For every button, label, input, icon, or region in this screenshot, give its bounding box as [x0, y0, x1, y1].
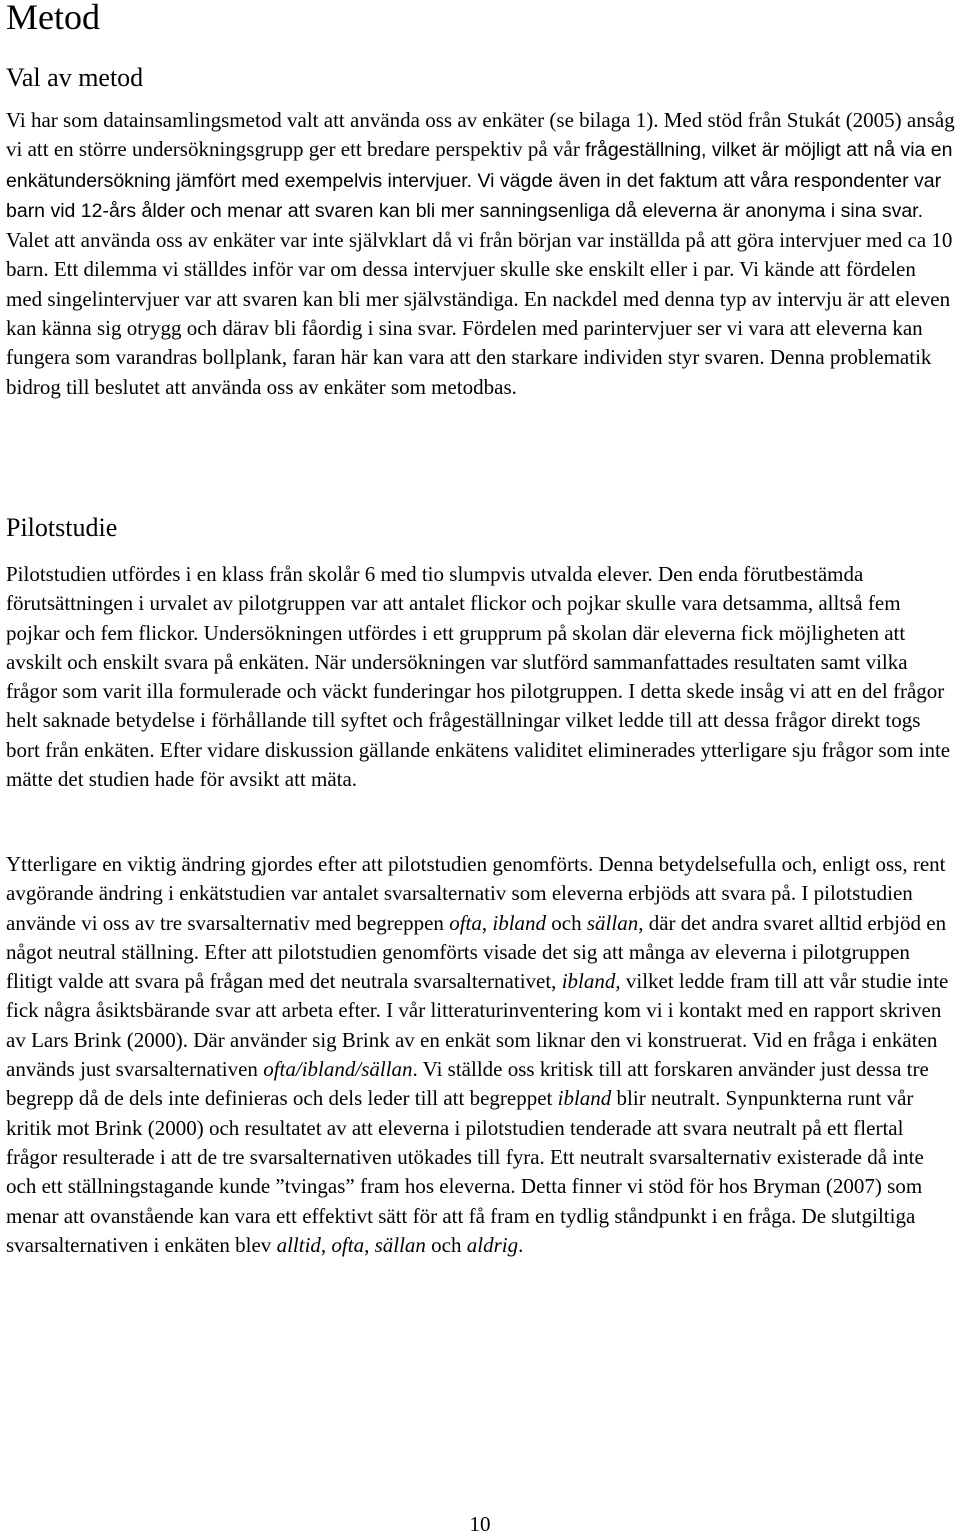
page-number: 10 [469, 1512, 491, 1536]
text-run: Vi har som datainsamlingsmetod valt att använda oss av enkäter (se bilaga 1). Med stöd från Stukát (2005) ansåg vi att en större undersökningsgrupp ger ett bredare perspektiv på vår [6, 108, 955, 162]
text-run: , [320, 1232, 332, 1257]
italic-term: sällan [374, 1232, 426, 1257]
italic-term: ofta [331, 1232, 365, 1257]
italic-term: ofta/ibland/sällan [263, 1057, 413, 1082]
italic-term: ofta [449, 910, 482, 935]
italic-term: ibland, [561, 969, 621, 994]
text-run: och [546, 910, 587, 935]
italic-term: aldrig [466, 1232, 519, 1257]
text-run: blir neutralt. Synpunkterna runt vår kritik mot Brink (2000) och resultatet av att eleverna i pilotstudien tenderade att svara neutralt på ett flertal frågor resulterade i att de tre svarsalternativen utökades till fyra. Ett neutralt svarsalternativ existerade då inte och ett ställningstagande kunde ”tvingas” fram hos eleverna. Detta finner vi stöd för hos Bryman (2007) som menar att ovanstående kan vara ett effektivt sätt för att få fram en tydlig ståndpunkt i en fråga. De slutgiltiga svarsalternativen i enkäten blev [6, 1086, 924, 1257]
text-run: . [518, 1232, 524, 1257]
italic-term: ibland [492, 910, 547, 935]
paragraph-pilotstudie-1: Pilotstudien utfördes i en klass från skolår 6 med tio slumpvis utvalda elever. Den enda förutbestämda förutsättningen i urvalet av pilotgruppen var att antalet flickor och pojkar skulle vara detsamma, alltså fem pojkar och fem flickor. Undersökningen utfördes i ett grupprum på skolan där eleverna fick möjligheten att avskilt och enskilt svara på enkäten. När undersökningen var slutförd sammanfattades resultaten samt vilka frågor som varit illa formulerade och väckt funderingar hos pilotgruppen. I detta skede insåg vi att en del frågor helt saknade betydelse i förhållande till syftet och frågeställningar vilket ledde till att dessa frågor direkt togs bort från enkäten. Efter vidare diskussion gällande enkätens validitet eliminerades ytterligare sju frågor som inte mätte det studien hade för avsikt att mäta. [6, 562, 951, 792]
paragraph-val-av-metod [6, 106, 956, 402]
text-run-sans: frågeställning, vilket är möjligt att nå via en enkätundersökning jämfört med exempelvis intervjuer. Vi vägde även in det faktum att våra respondenter var barn vid 12-års ålder och menar att svaren kan bli mer sanningsenliga då eleverna är anonyma i sina svar. [6, 139, 953, 222]
italic-term: alltid [276, 1232, 321, 1257]
text-run: , där det andra svaret alltid erbjöd en något neutral ställning. Efter att pilotstudien genomförts visade det sig att många av eleverna i pilotgruppen flitigt valde att svara på frågan med det neutrala svarsalternativet, [6, 910, 947, 994]
page-title: Metod [6, 0, 100, 37]
text-run: Valet att använda oss av enkäter var inte självklart då vi från början var inställda på att göra intervjuer med ca 10 barn. Ett dilemma vi ställdes inför var om dessa intervjuer skulle ske enskilt eller i par. Vi kände att fördelen med singelintervjuer var att svaren kan bli mer självständiga. En nackdel med denna typ av intervju är att eleven kan känna sig otrygg och därav bli fåordig i sina svar. Fördelen med parintervjuer ser vi vara att eleverna kan fungera som varandras bollplank, faran här kan vara att den starkare individen styr svaren. Denna problematik bidrog till beslutet att använda oss av enkäter som metodbas. [6, 228, 953, 399]
paragraph-pilotstudie-2 [6, 850, 956, 1260]
italic-term: sällan [586, 910, 639, 935]
text-run: , [481, 910, 493, 935]
text-run: , [364, 1232, 375, 1257]
section-heading-val-av-metod: Val av metod [6, 63, 144, 92]
section-heading-pilotstudie: Pilotstudie [6, 513, 118, 542]
text-run: Ytterligare en viktig ändring gjordes efter att pilotstudien genomförts. Denna betydelsefulla och, enligt oss, rent avgörande ändring i enkätstudien var antalet svarsalternativ som eleverna erbjöds att svara på. I pilotstudien använde vi oss av tre svarsalternativ med begreppen [6, 852, 946, 935]
text-run: och [425, 1232, 467, 1257]
italic-term: ibland [557, 1086, 612, 1111]
text-run: . Vi ställde oss kritisk till att forskaren använder just dessa tre begrepp då de dels inte definieras och dels leder till att begreppet [6, 1057, 929, 1111]
text-run: vilket ledde fram till att vår studie inte fick några åsiktsbärande svar att arbeta efter. I vår litteraturinventering kom vi i kontakt med en rapport skriven av Lars Brink (2000). Där använder sig Brink av en enkät som liknar den vi konstruerat. Vid en fråga i enkäten används just svarsalternativen [6, 969, 949, 1082]
